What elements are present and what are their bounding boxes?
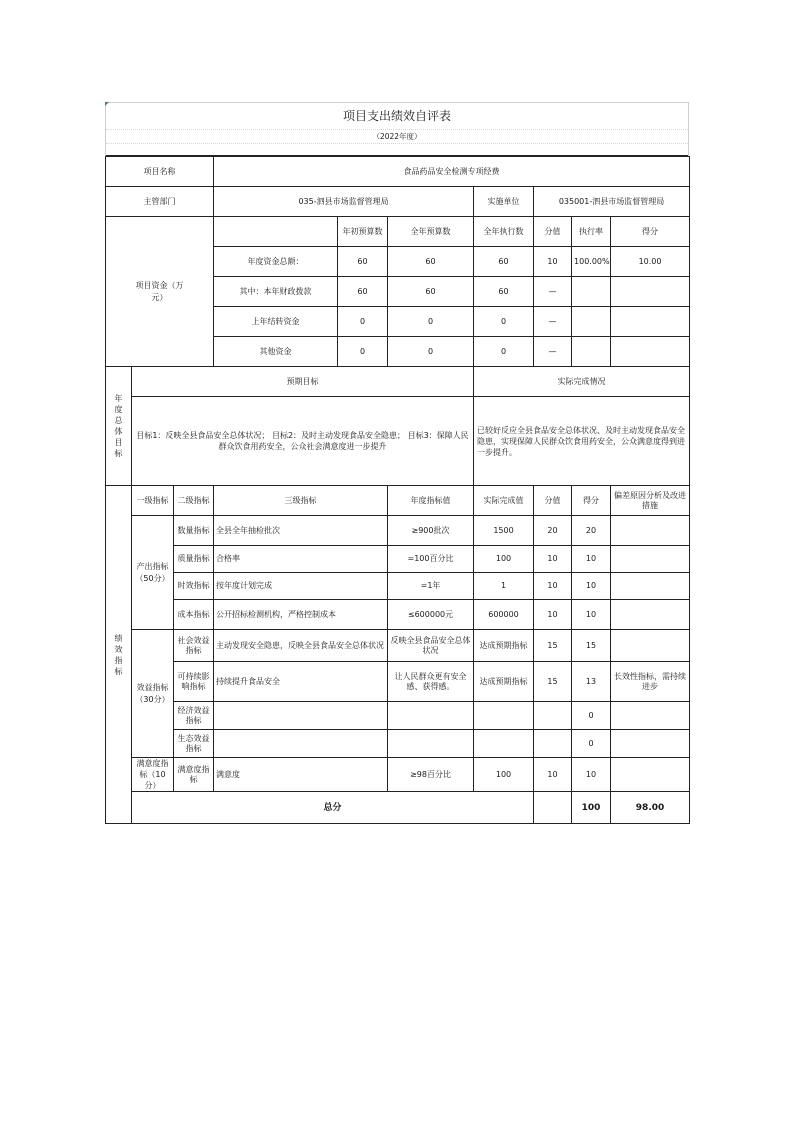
note-cell <box>611 730 690 758</box>
actual-cell: 达成预期指标 <box>474 630 534 662</box>
output-label: 产出指标（50分） <box>132 516 174 630</box>
target-cell: 让人民群众更有安全感、获得感。 <box>388 662 474 702</box>
indicators-label <box>106 486 132 824</box>
header-actual: 实际完成值 <box>474 486 534 516</box>
funds-label-text: 项目资金（万元） <box>135 280 184 302</box>
total-label: 总分 <box>132 792 534 824</box>
funds-row-executed: 0 <box>474 307 534 337</box>
level2-cell: 质量指标 <box>174 546 214 573</box>
funds-row-points <box>611 277 690 307</box>
note-cell <box>611 702 690 730</box>
level3-cell: 持续提升食品安全 <box>214 662 388 702</box>
points-cell: 10 <box>572 600 611 630</box>
level2-cell: 可持续影响指标 <box>174 662 214 702</box>
dept-label: 主管部门 <box>106 187 214 217</box>
score-cell: 20 <box>534 516 572 546</box>
target-cell: ≥98百分比 <box>388 758 474 792</box>
score-cell: 10 <box>534 758 572 792</box>
indicator-row <box>106 702 690 730</box>
level3-cell: 满意度 <box>214 758 388 792</box>
actual-cell <box>474 702 534 730</box>
actual-cell: 600000 <box>474 600 534 630</box>
total-score: 100 <box>572 792 611 824</box>
funds-row-annual: 60 <box>388 277 474 307</box>
note-cell <box>611 546 690 573</box>
funds-row-points <box>611 337 690 367</box>
points-cell: 15 <box>572 630 611 662</box>
impl-label: 实施单位 <box>474 187 534 217</box>
funds-row-score: — <box>534 337 572 367</box>
funds-row-label: 年度资金总额： <box>214 247 338 277</box>
level3-cell <box>214 730 388 758</box>
target-cell: =1年 <box>388 573 474 600</box>
indicator-row <box>106 662 690 702</box>
header-level3: 三级指标 <box>214 486 388 516</box>
goals-expected-text: 目标1：反映全县食品安全总体状况； 目标2：及时主动发现食品安全隐患； 目标3：保障人民群众饮食用药安全，公众社会满意度进一步提升 <box>132 397 474 486</box>
funds-row-executed: 60 <box>474 247 534 277</box>
project-name-row <box>106 157 690 187</box>
level2-cell: 社会效益指标 <box>174 630 214 662</box>
header-level1: 一级指标 <box>132 486 174 516</box>
points-cell: 0 <box>572 702 611 730</box>
funds-row-rate <box>572 337 611 367</box>
funds-label <box>106 217 214 367</box>
score-cell: 10 <box>534 546 572 573</box>
score-cell: 10 <box>534 573 572 600</box>
note-cell <box>611 516 690 546</box>
actual-cell: 100 <box>474 758 534 792</box>
actual-cell: 1500 <box>474 516 534 546</box>
funds-row-rate: 100.00% <box>572 247 611 277</box>
header-score: 分值 <box>534 486 572 516</box>
goals-expected-header: 预期目标 <box>132 367 474 397</box>
indicator-row <box>106 758 690 792</box>
level3-cell: 公开招标检测机构，严格控制成本 <box>214 600 388 630</box>
indicators-label-text: 绩效指标 <box>114 633 123 676</box>
goals-label <box>106 367 132 486</box>
score-cell: 15 <box>534 630 572 662</box>
target-cell <box>388 702 474 730</box>
benefit-label: 效益指标（30分） <box>132 630 174 758</box>
funds-header-blank <box>214 217 338 247</box>
goals-content-row <box>106 397 690 486</box>
points-cell: 10 <box>572 758 611 792</box>
funds-row-initial: 60 <box>338 247 388 277</box>
target-cell: ≤600000元 <box>388 600 474 630</box>
header-level2: 二级指标 <box>174 486 214 516</box>
indicator-row <box>106 546 690 573</box>
funds-header-rate: 执行率 <box>572 217 611 247</box>
funds-row-points: 10.00 <box>611 247 690 277</box>
note-cell <box>611 573 690 600</box>
total-blank <box>534 792 572 824</box>
actual-cell: 达成预期指标 <box>474 662 534 702</box>
points-cell: 20 <box>572 516 611 546</box>
funds-row-rate <box>572 277 611 307</box>
indicator-header-row <box>106 486 690 516</box>
header-points: 得分 <box>572 486 611 516</box>
actual-cell <box>474 730 534 758</box>
target-cell: ≥900批次 <box>388 516 474 546</box>
level3-cell: 按年度计划完成 <box>214 573 388 600</box>
goals-label-text: 年度总体目标 <box>114 394 123 458</box>
spacer-row <box>106 144 688 156</box>
indicator-row <box>106 630 690 662</box>
note-cell <box>611 630 690 662</box>
project-name-value: 食品药品安全检测专项经费 <box>214 157 690 187</box>
funds-row-annual: 0 <box>388 307 474 337</box>
funds-header-initial: 年初预算数 <box>338 217 388 247</box>
dept-value: 035-泗县市场监督管理局 <box>214 187 474 217</box>
points-cell: 10 <box>572 573 611 600</box>
goals-actual-header: 实际完成情况 <box>474 367 690 397</box>
points-cell: 10 <box>572 546 611 573</box>
funds-header-executed: 全年执行数 <box>474 217 534 247</box>
funds-row-executed: 0 <box>474 337 534 367</box>
funds-header-row <box>106 217 690 247</box>
funds-row-initial: 0 <box>338 307 388 337</box>
level2-cell: 生态效益指标 <box>174 730 214 758</box>
level2-cell: 满意度指标 <box>174 758 214 792</box>
impl-value: 035001-泗县市场监督管理局 <box>534 187 690 217</box>
score-cell: 10 <box>534 600 572 630</box>
funds-row-initial: 60 <box>338 277 388 307</box>
level2-cell: 成本指标 <box>174 600 214 630</box>
level3-cell: 全县全年抽检批次 <box>214 516 388 546</box>
indicator-row <box>106 573 690 600</box>
funds-header-score: 分值 <box>534 217 572 247</box>
indicator-row <box>106 600 690 630</box>
level3-cell: 合格率 <box>214 546 388 573</box>
points-cell: 0 <box>572 730 611 758</box>
note-cell <box>611 758 690 792</box>
level2-cell: 时效指标 <box>174 573 214 600</box>
note-cell <box>611 600 690 630</box>
score-cell <box>534 730 572 758</box>
evaluation-table <box>105 156 690 824</box>
level3-cell: 主动发现安全隐患，反映全县食品安全总体状况 <box>214 630 388 662</box>
target-cell: 反映全县食品安全总体状况 <box>388 630 474 662</box>
goals-actual-text: 已较好反应全县食品安全总体状况、及时主动发现食品安全隐患，实现保障人民群众饮食用药安全，公众满意度得到进一步提升。 <box>474 397 690 486</box>
level3-cell <box>214 702 388 730</box>
total-points: 98.00 <box>611 792 690 824</box>
funds-row-executed: 60 <box>474 277 534 307</box>
score-cell: 15 <box>534 662 572 702</box>
total-row <box>106 792 690 824</box>
page-title: 项目支出绩效自评表 <box>106 103 688 130</box>
funds-row-annual: 60 <box>388 247 474 277</box>
level2-cell: 数量指标 <box>174 516 214 546</box>
header-target: 年度指标值 <box>388 486 474 516</box>
target-cell: =100百分比 <box>388 546 474 573</box>
target-cell <box>388 730 474 758</box>
note-cell: 长效性指标，需持续进步 <box>611 662 690 702</box>
actual-cell: 100 <box>474 546 534 573</box>
funds-row-label: 其他资金 <box>214 337 338 367</box>
goals-header-row <box>106 367 690 397</box>
funds-row-initial: 0 <box>338 337 388 367</box>
funds-row-points <box>611 307 690 337</box>
funds-row-label: 其中：本年财政拨款 <box>214 277 338 307</box>
funds-row-score: — <box>534 277 572 307</box>
score-cell <box>534 702 572 730</box>
funds-header-annual: 全年预算数 <box>388 217 474 247</box>
page-subtitle: （2022年度） <box>106 130 688 144</box>
title-block <box>105 102 689 156</box>
points-cell: 13 <box>572 662 611 702</box>
header-note: 偏差原因分析及改进措施 <box>611 486 690 516</box>
indicator-row <box>106 730 690 758</box>
actual-cell: 1 <box>474 573 534 600</box>
funds-row-rate <box>572 307 611 337</box>
indicator-row <box>106 516 690 546</box>
evaluation-sheet <box>105 102 689 824</box>
funds-row-label: 上年结转资金 <box>214 307 338 337</box>
dept-row <box>106 187 690 217</box>
level2-cell: 经济效益指标 <box>174 702 214 730</box>
funds-header-points: 得分 <box>611 217 690 247</box>
project-name-label: 项目名称 <box>106 157 214 187</box>
funds-row-annual: 0 <box>388 337 474 367</box>
satisfaction-label: 满意度指标（10分） <box>132 758 174 792</box>
cell-marker <box>105 102 109 106</box>
funds-row-score: 10 <box>534 247 572 277</box>
funds-row-score: — <box>534 307 572 337</box>
